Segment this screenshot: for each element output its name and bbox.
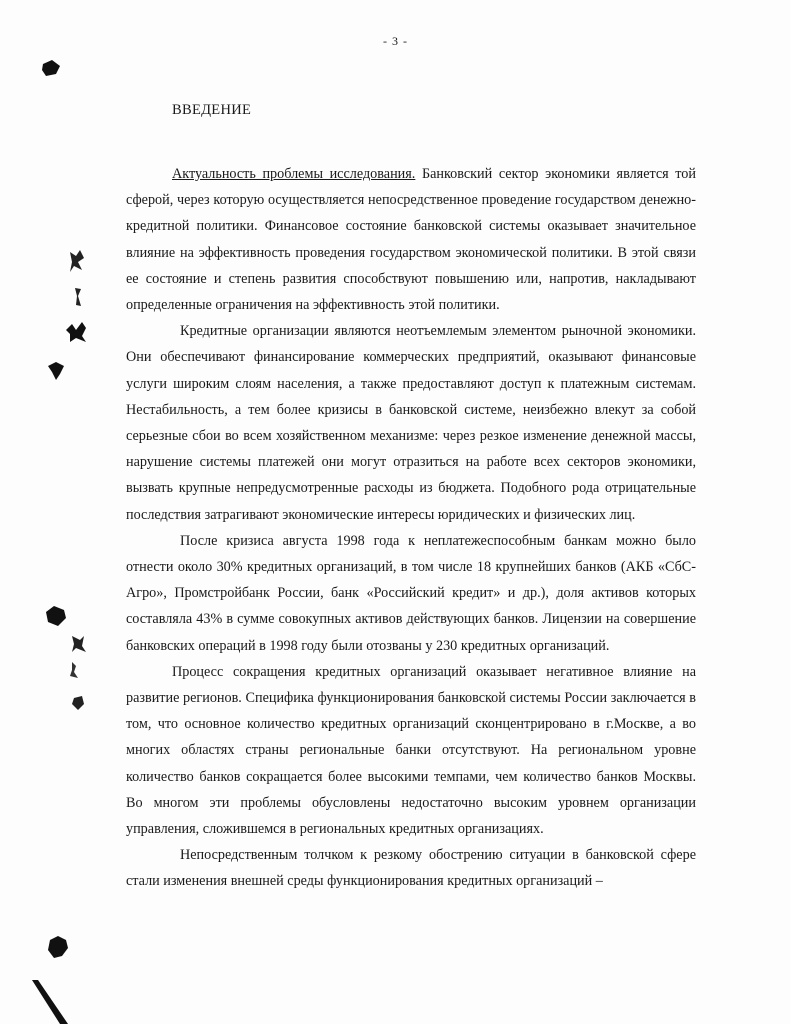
paragraph-crisis-1998: После кризиса августа 1998 года к неплатежеспособным банкам можно было отнести около 30% кредитных организаций, в том числе 18 крупнейших банков (АКБ «СбС-Агро», Промстройбанк России, банк «Российский кредит» и др.), доля активов которых составляла 43% в сумме совокупных активов действующих банков. Лицензии на совершение банковских операций в 1998 году были отозваны у 230 кредитных организаций. [126, 532, 696, 654]
page-number: - 3 - [383, 34, 408, 48]
scan-speck-icon [68, 632, 88, 654]
paragraph-lead: Актуальность проблемы исследования. [172, 166, 416, 182]
scan-speck-icon [66, 660, 82, 680]
paragraph-text: Банковский сектор экономики является той сферой, через которую осуществляется непосредственное проведение государством денежно-кредитной политики. Финансовое состояние банковской системы оказывает значительное влияние на эффективность проведения государством экономической политики. В этой связи ее состояние и степень развития способствуют повышению или, напротив, накладывают определенные ограничения на эффективность этой политики. [126, 166, 696, 314]
paragraph-external-environment: Непосредственным толчком к резкому обострению ситуации в банковской сфере стали изменения внешней среды функционирования кредитных организаций – [126, 847, 696, 890]
scan-speck-icon [46, 934, 70, 960]
section-heading: ВВЕДЕНИЕ [172, 102, 252, 118]
paragraph-relevance [126, 161, 696, 318]
scan-speck-icon [66, 248, 88, 274]
scan-speck-icon [64, 320, 90, 344]
paragraph-credit-organizations: Кредитные организации являются неотъемлемым элементом рыночной экономики. Они обеспечивают финансирование коммерческих предприятий, оказывают финансовые услуги широким слоям населения, а также предоставляют доступ к платежным системам. Нестабильность, а тем более кризисы в банковской системе, неизбежно влекут за собой серьезные сбои во всем хозяйственном механизме: через резкое изменение денежной массы, нарушение системы платежей они могут отразиться на работе всех секторов экономики, вызвать крупные непредусмотренные расходы из бюджета. Подобного рода отрицательные последствия затрагивают экономические интересы юридических и физических лиц. [126, 323, 696, 523]
paragraph-regions: Процесс сокращения кредитных организаций оказывает негативное влияние на развитие регионов. Специфика функционирования банковской системы России заключается в том, что основное количество кредитных организаций сконцентрировано в г.Москве, а во многих областях страны региональные банки отсутствуют. На региональном уровне количество банков сокращается более высокими темпами, чем количество банков Москвы. Во многом эти проблемы обусловлены недостаточно высоким уровнем организации управления, сложившемся в региональных кредитных организациях. [126, 663, 696, 838]
scan-speck-icon [40, 58, 64, 78]
scan-speck-icon [46, 360, 66, 382]
scan-speck-icon [70, 694, 86, 712]
scan-edge-icon [30, 980, 70, 1024]
scan-speck-icon [70, 286, 86, 308]
body-text [126, 161, 696, 895]
scan-speck-icon [44, 604, 68, 628]
